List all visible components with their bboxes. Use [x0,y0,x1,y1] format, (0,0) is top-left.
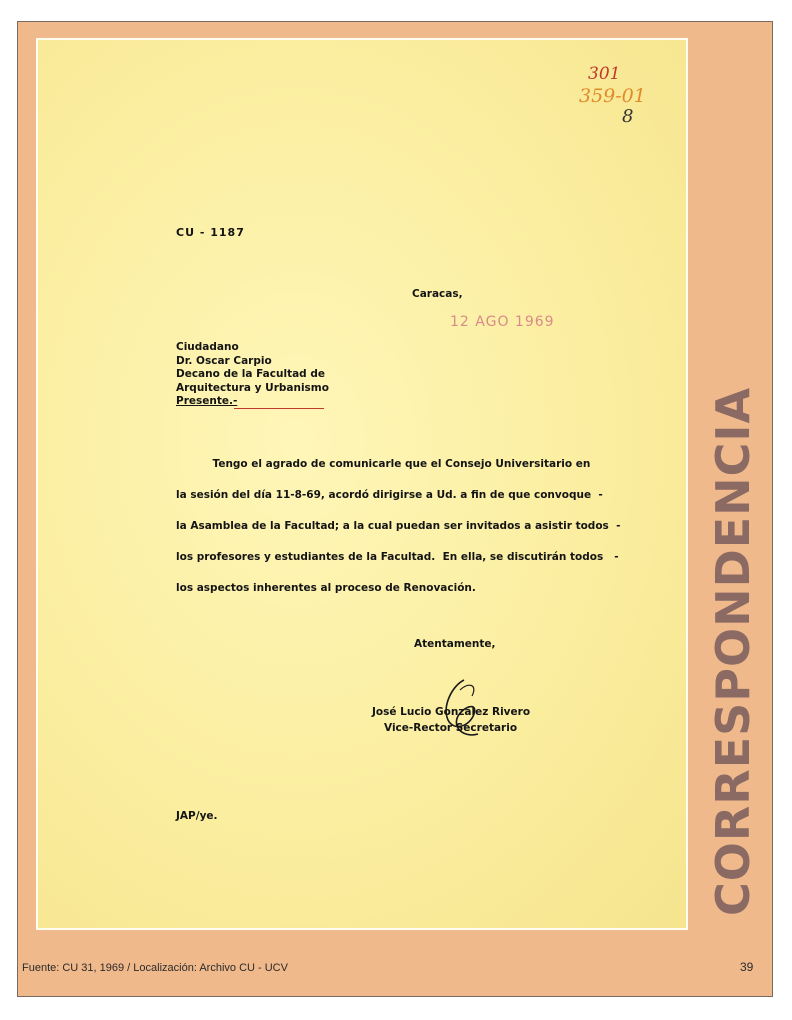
recipient-line: Dr. Oscar Carpio [176,354,272,367]
reference-number: CU - 1187 [176,226,245,239]
recipient-block [176,341,329,409]
recipient-line: Ciudadano [176,341,239,353]
handwritten-note-3: 8 [622,106,634,127]
handwritten-note-1: 301 [588,64,621,84]
city-line: Caracas, [412,288,463,300]
closing: Atentamente, [414,638,496,650]
body-line: la sesión del día 11-8-69, acordó dirigirse a Ud. a fin de que convoque - [176,489,603,501]
recipient-line: Arquitectura y Urbanismo [176,381,329,394]
signatory-title: Vice-Rector Secretario [384,722,518,734]
side-title: CORRESPONDENCIA [706,386,760,916]
signatory-name: José Lucio González Rivero [372,706,531,718]
letter-scan [36,38,688,930]
letter-body [176,458,621,613]
body-line: la Asamblea de la Facultad; a la cual puedan ser invitados a asistir todos - [176,520,621,532]
page-number: 39 [740,960,754,974]
footer-source: Fuente: CU 31, 1969 / Localización: Archivo CU - UCV [22,962,288,974]
red-underline [234,408,324,409]
body-line: Tengo el agrado de comunicarle que el Consejo Universitario en [176,458,591,470]
recipient-line: Presente.- [176,395,238,407]
recipient-line: Decano de la Facultad de [176,368,325,380]
handwritten-note-2: 359-01 [579,85,646,107]
body-line: los aspectos inherentes al proceso de Renovación. [176,582,476,594]
initials: JAP/ye. [176,810,218,822]
body-line: los profesores y estudiantes de la Facultad. En ella, se discutirán todos - [176,551,619,563]
date-stamp: 12 AGO 1969 [450,314,555,330]
